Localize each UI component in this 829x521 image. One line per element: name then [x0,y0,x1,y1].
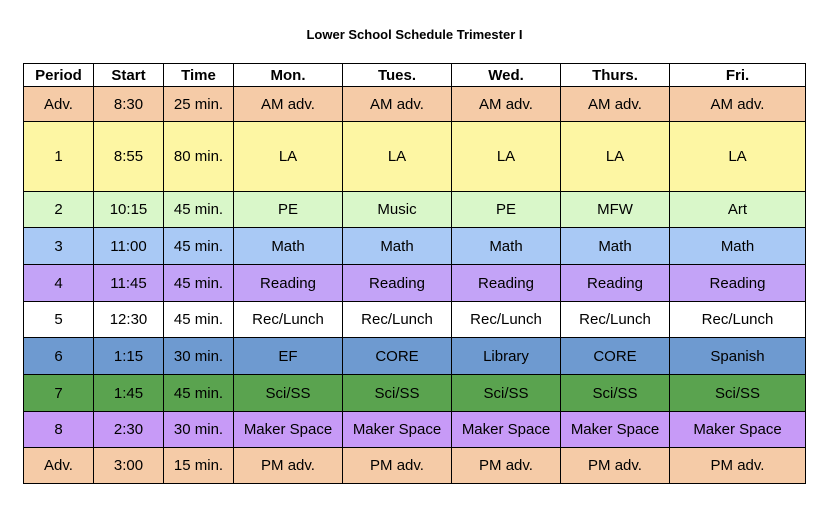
cell-tues: LA [343,122,452,192]
header-thurs: Thurs. [561,64,670,87]
page-title: Lower School Schedule Trimester I [306,27,523,42]
table-row [24,228,806,265]
schedule-table [23,63,806,484]
cell-thurs: Math [561,228,670,265]
cell-thurs: MFW [561,192,670,228]
cell-time: 45 min. [164,192,234,228]
cell-wed: Math [452,228,561,265]
table-row [24,412,806,448]
table-row [24,375,806,412]
cell-time: 45 min. [164,228,234,265]
cell-fri: LA [670,122,806,192]
cell-thurs: CORE [561,338,670,375]
cell-period: 2 [24,192,94,228]
header-mon: Mon. [234,64,343,87]
cell-fri: Art [670,192,806,228]
cell-fri: Maker Space [670,412,806,448]
table-row [24,122,806,192]
cell-time: 80 min. [164,122,234,192]
cell-start: 12:30 [94,302,164,338]
cell-time: 30 min. [164,338,234,375]
header-start: Start [94,64,164,87]
cell-start: 11:45 [94,265,164,302]
cell-mon: Sci/SS [234,375,343,412]
cell-tues: CORE [343,338,452,375]
table-row [24,265,806,302]
cell-start: 10:15 [94,192,164,228]
cell-thurs: PM adv. [561,448,670,484]
cell-start: 1:15 [94,338,164,375]
cell-wed: Sci/SS [452,375,561,412]
cell-period: 6 [24,338,94,375]
cell-thurs: LA [561,122,670,192]
cell-wed: PM adv. [452,448,561,484]
cell-thurs: Maker Space [561,412,670,448]
cell-start: 3:00 [94,448,164,484]
cell-thurs: Rec/Lunch [561,302,670,338]
cell-mon: Reading [234,265,343,302]
cell-fri: PM adv. [670,448,806,484]
cell-tues: Maker Space [343,412,452,448]
header-time: Time [164,64,234,87]
cell-mon: AM adv. [234,87,343,122]
cell-time: 15 min. [164,448,234,484]
cell-thurs: Reading [561,265,670,302]
header-tues: Tues. [343,64,452,87]
header-period: Period [24,64,94,87]
cell-time: 45 min. [164,302,234,338]
cell-fri: AM adv. [670,87,806,122]
cell-start: 8:30 [94,87,164,122]
cell-thurs: Sci/SS [561,375,670,412]
cell-start: 8:55 [94,122,164,192]
header-row [24,64,806,87]
header-wed: Wed. [452,64,561,87]
cell-period: Adv. [24,448,94,484]
cell-period: Adv. [24,87,94,122]
cell-mon: Maker Space [234,412,343,448]
cell-time: 45 min. [164,375,234,412]
cell-period: 5 [24,302,94,338]
cell-mon: PM adv. [234,448,343,484]
table-row [24,338,806,375]
cell-mon: PE [234,192,343,228]
cell-wed: Library [452,338,561,375]
cell-tues: Math [343,228,452,265]
cell-fri: Sci/SS [670,375,806,412]
cell-wed: LA [452,122,561,192]
cell-wed: PE [452,192,561,228]
cell-fri: Rec/Lunch [670,302,806,338]
cell-wed: Reading [452,265,561,302]
cell-wed: Rec/Lunch [452,302,561,338]
cell-time: 45 min. [164,265,234,302]
cell-period: 8 [24,412,94,448]
header-fri: Fri. [670,64,806,87]
cell-mon: Math [234,228,343,265]
cell-fri: Spanish [670,338,806,375]
cell-period: 3 [24,228,94,265]
cell-mon: LA [234,122,343,192]
cell-fri: Math [670,228,806,265]
cell-period: 7 [24,375,94,412]
cell-period: 4 [24,265,94,302]
cell-time: 25 min. [164,87,234,122]
cell-start: 11:00 [94,228,164,265]
cell-mon: Rec/Lunch [234,302,343,338]
cell-start: 1:45 [94,375,164,412]
cell-start: 2:30 [94,412,164,448]
cell-tues: Rec/Lunch [343,302,452,338]
cell-thurs: AM adv. [561,87,670,122]
table-row [24,87,806,122]
cell-tues: Music [343,192,452,228]
cell-wed: Maker Space [452,412,561,448]
table-row [24,302,806,338]
cell-tues: Sci/SS [343,375,452,412]
cell-time: 30 min. [164,412,234,448]
cell-wed: AM adv. [452,87,561,122]
cell-tues: AM adv. [343,87,452,122]
cell-tues: Reading [343,265,452,302]
table-row [24,448,806,484]
cell-mon: EF [234,338,343,375]
cell-fri: Reading [670,265,806,302]
cell-period: 1 [24,122,94,192]
table-row [24,192,806,228]
cell-tues: PM adv. [343,448,452,484]
